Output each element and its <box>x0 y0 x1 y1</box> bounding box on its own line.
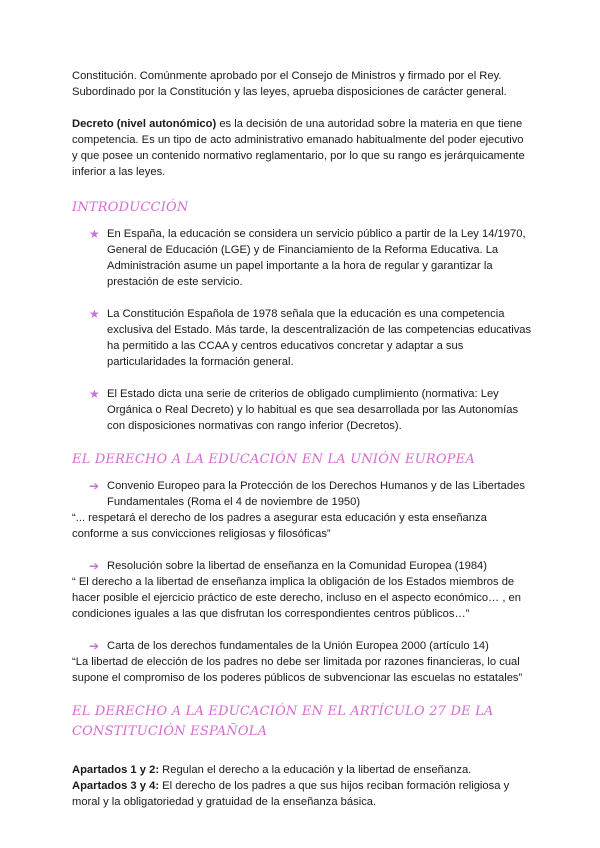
reference-quote: “ El derecho a la libertad de enseñanza implica la obligación de los Estados miembros de hacer posible el ejercicio práctico de este derecho, incluso en el aspecto económico… , en condiciones iguales a las que disfrutan los correspondientes centros públicos…” <box>72 576 521 620</box>
reference-line <box>72 638 532 654</box>
list-item-text: En España, la educación se considera un servicio público a partir de la Ley 14/1970, General de Educación (LGE) y de Financiamiento de la Reforma Educativa. La Administración asume un papel importante a la hora de regular y garantizar la prestación de este servicio. <box>107 228 526 288</box>
reference-line <box>72 558 532 574</box>
section-heading-introduccion: INTRODUCCIÓN <box>72 200 189 215</box>
section-heading-articulo-27: EL DERECHO A LA EDUCACIÓN EN EL ARTÍCULO 27 DE LA CONSTITUCIÓN ESPAÑOLA <box>72 704 494 739</box>
apartados-3-4-text: El derecho de los padres a que sus hijos reciban formación religiosa y moral y la obligatoriedad y gratuidad de la enseñanza básica. <box>72 780 510 808</box>
reference-quote: “... respetará el derecho de los padres a asegurar esta educación y esta enseñanza conforme a sus convicciones religiosas y filosóficas” <box>72 512 487 540</box>
apartados-1-2-text: Regulan el derecho a la educación y la libertad de enseñanza. <box>159 764 472 776</box>
list-item <box>72 386 532 434</box>
reference-quote: “La libertad de elección de los padres no debe ser limitada por razones financieras, lo cual supone el compromiso de los poderes públicos de subvencionar las escuelas no estatales” <box>72 656 523 684</box>
list-item <box>72 226 532 290</box>
arrow-right-icon: ➔ <box>89 639 100 653</box>
star-icon: ★ <box>89 227 100 241</box>
star-icon: ★ <box>89 387 100 401</box>
document-page <box>72 68 532 810</box>
decreto-definition <box>72 116 532 180</box>
reference-text: Convenio Europeo para la Protección de los Derechos Humanos y de las Libertades Fundamentales (Roma el 4 de noviembre de 1950) <box>107 480 525 508</box>
decreto-term: Decreto (nivel autonómico) <box>72 118 217 130</box>
intro-paragraph: Constitución. Comúnmente aprobado por el Consejo de Ministros y firmado por el Rey. Subordinado por la Constitución y las leyes, aprueba disposiciones de carácter general. <box>72 70 507 98</box>
star-icon: ★ <box>89 307 100 321</box>
list-item-text: La Constitución Española de 1978 señala que la educación es una competencia exclusiva del Estado. Más tarde, la descentralización de las competencias educativas ha permitido a las CCAA y centros educativos concretar y adaptar a sus particularidades la formación general. <box>107 308 532 368</box>
arrow-right-icon: ➔ <box>89 479 100 493</box>
reference-text: Carta de los derechos fundamentales de la Unión Europea 2000 (artículo 14) <box>107 640 489 652</box>
eu-reference-block <box>72 478 532 542</box>
apartados-1-2-term: Apartados 1 y 2: <box>72 764 160 776</box>
apartados-3-4 <box>72 778 532 810</box>
arrow-right-icon: ➔ <box>89 559 100 573</box>
list-item <box>72 306 532 370</box>
decreto-text: es la decisión de una autoridad sobre la materia en que tiene competencia. Es un tipo de acto administrativo emanado habitualmente del poder ejecutivo y que posee un contenido normativo reglamentario, por lo que su rango es jerárquicamente inferior a las leyes. <box>72 118 525 178</box>
reference-line <box>72 478 532 510</box>
apartados-3-4-term: Apartados 3 y 4: <box>72 780 160 792</box>
list-item-text: El Estado dicta una serie de criterios de obligado cumplimiento (normativa: Ley Orgánica o Real Decreto) y lo habitual es que sea desarrollada por las Autonomías con disposiciones normativas con rango inferior (Decretos). <box>107 388 519 432</box>
eu-reference-block <box>72 638 532 686</box>
reference-text: Resolución sobre la libertad de enseñanza en la Comunidad Europea (1984) <box>107 560 488 572</box>
apartados-1-2 <box>72 762 532 778</box>
section-heading-union-europea: EL DERECHO A LA EDUCACIÓN EN LA UNIÓN EUROPEA <box>72 452 475 467</box>
eu-reference-block <box>72 558 532 622</box>
